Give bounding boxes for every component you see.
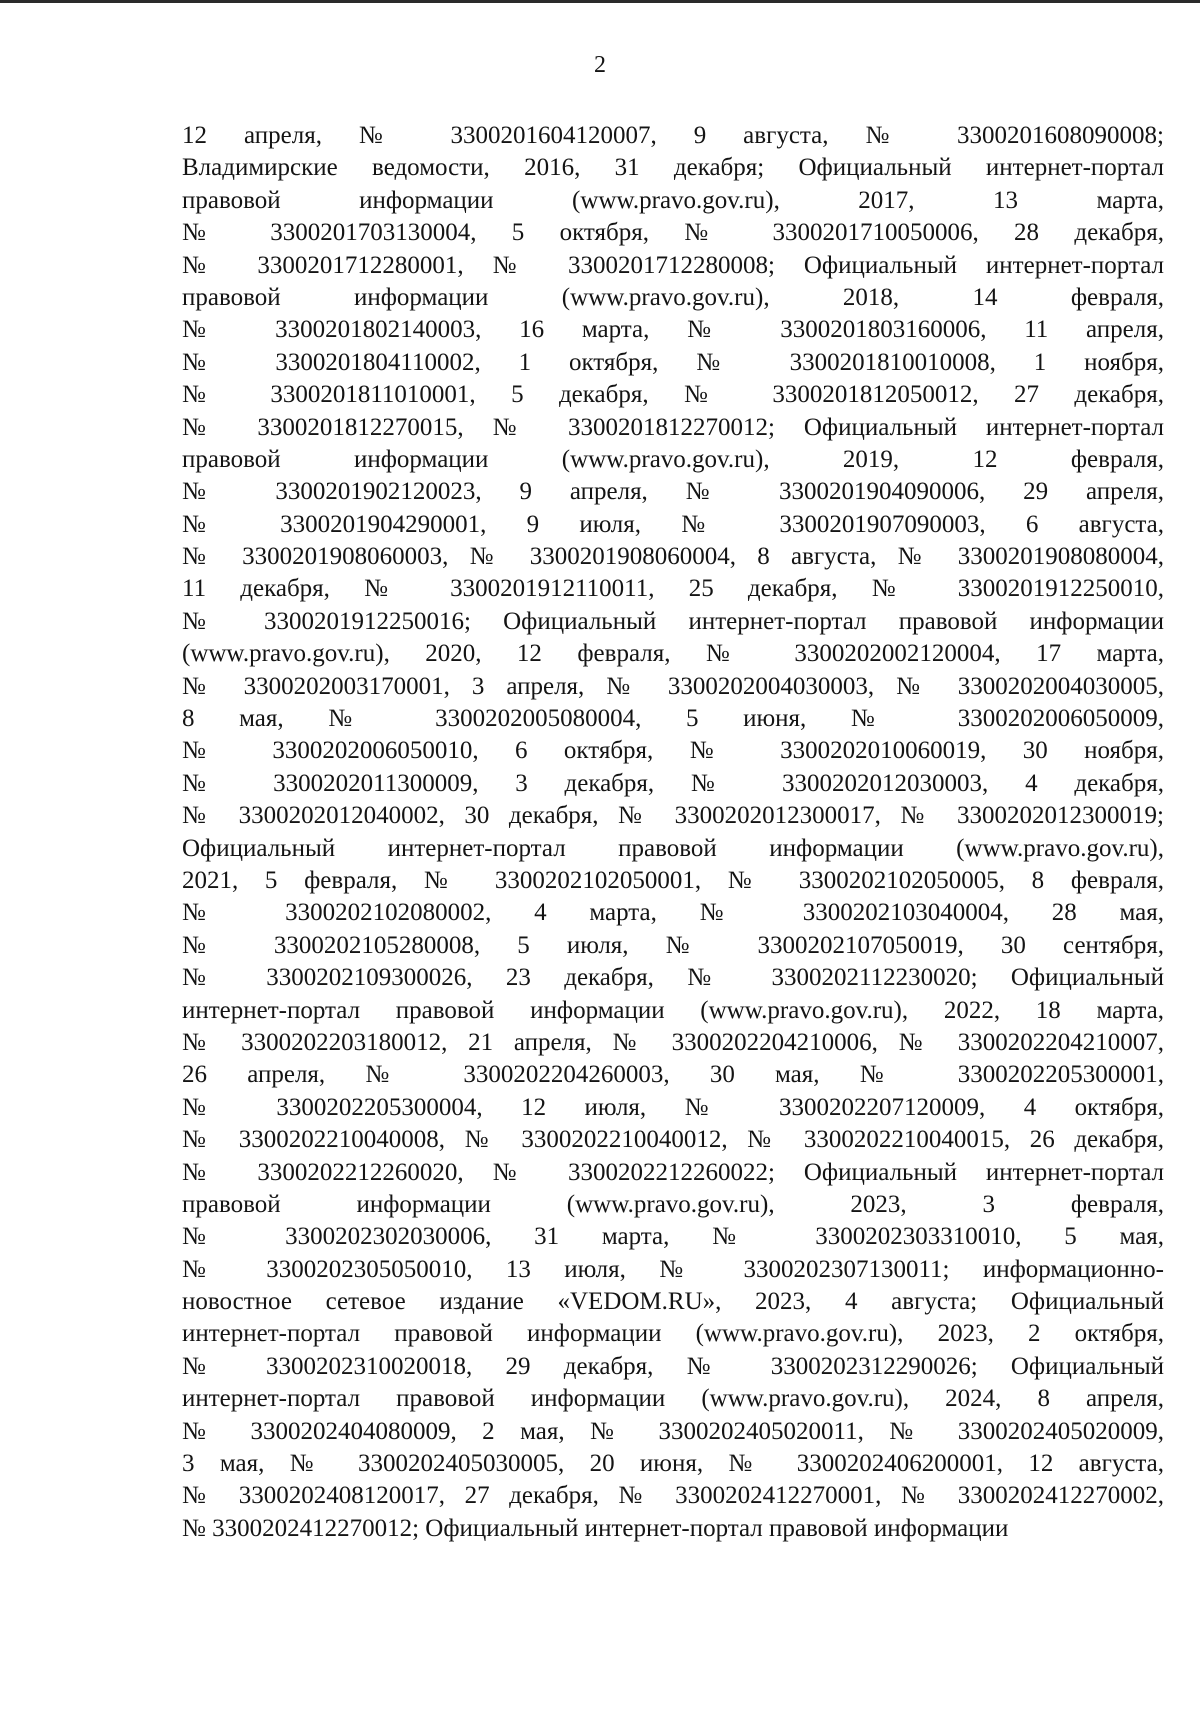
text-line: № 3300202105280008, 5 июля, № 3300202107050019, 30 сентября, bbox=[182, 931, 1164, 959]
text-line: № 3300201908060003, № 3300201908060004, 8 августа, № 3300201908080004, bbox=[182, 543, 1164, 571]
text-line: интернет-портал правовой информации (www.pravo.gov.ru), 2022, 18 марта, bbox=[182, 996, 1164, 1024]
text-line: № 3300202305050010, 13 июля, № 3300202307130011; информационно- bbox=[182, 1255, 1164, 1283]
text-line: № 3300202310020018, 29 декабря, № 3300202312290026; Официальный bbox=[182, 1352, 1164, 1380]
text-line: правовой информации (www.pravo.gov.ru), 2019, 12 февраля, bbox=[182, 445, 1164, 473]
text-line: интернет-портал правовой информации (www.pravo.gov.ru), 2024, 8 апреля, bbox=[182, 1385, 1164, 1413]
text-line: 2021, 5 февраля, № 3300202102050001, № 3300202102050005, 8 февраля, bbox=[182, 866, 1164, 894]
text-line: № 3300202210040008, № 3300202210040012, № 3300202210040015, 26 декабря, bbox=[182, 1126, 1164, 1154]
text-line: № 3300202203180012, 21 апреля, № 3300202204210006, № 3300202204210007, bbox=[182, 1028, 1164, 1056]
text-line: № 3300202006050010, 6 октября, № 3300202010060019, 30 ноября, bbox=[182, 737, 1164, 765]
page-number: 2 bbox=[594, 52, 606, 78]
text-line: № 3300201802140003, 16 марта, № 3300201803160006, 11 апреля, bbox=[182, 316, 1164, 344]
top-border-line bbox=[0, 0, 1200, 3]
text-line: 12 апреля, № 3300201604120007, 9 августа, № 3300201608090008; bbox=[182, 122, 1164, 149]
text-line: 26 апреля, № 3300202204260003, 30 мая, № 3300202205300001, bbox=[182, 1061, 1164, 1089]
text-line: интернет-портал правовой информации (www.pravo.gov.ru), 2023, 2 октября, bbox=[182, 1320, 1164, 1348]
text-line: № 3300202408120017, 27 декабря, № 3300202412270001, № 3300202412270002, bbox=[182, 1482, 1164, 1510]
text-line: № 3300201902120023, 9 апреля, № 3300201904090006, 29 апреля, bbox=[182, 478, 1164, 506]
text-line: новостное сетевое издание «VEDOM.RU», 2023, 4 августа; Официальный bbox=[182, 1288, 1164, 1316]
text-line: № 3300202412270012; Официальный интернет-портал правовой информации bbox=[182, 1514, 1009, 1542]
text-line: 8 мая, № 3300202005080004, 5 июня, № 3300202006050009, bbox=[182, 705, 1164, 733]
text-line: № 3300201912250016; Официальный интернет-портал правовой информации bbox=[182, 607, 1164, 635]
text-line: № 3300202205300004, 12 июля, № 3300202207120009, 4 октября, bbox=[182, 1093, 1164, 1121]
text-line: (www.pravo.gov.ru), 2020, 12 февраля, № 3300202002120004, 17 марта, bbox=[182, 640, 1164, 668]
text-line: № 3300201812270015, № 3300201812270012; Официальный интернет-портал bbox=[182, 413, 1164, 441]
text-line: правовой информации (www.pravo.gov.ru), 2017, 13 марта, bbox=[182, 186, 1164, 214]
text-line: 3 мая, № 3300202405030005, 20 июня, № 3300202406200001, 12 августа, bbox=[182, 1450, 1164, 1478]
text-line: № 3300201904290001, 9 июля, № 3300201907090003, 6 августа, bbox=[182, 510, 1164, 538]
text-line: № 3300202012040002, 30 декабря, № 3300202012300017, № 3300202012300019; bbox=[182, 802, 1164, 830]
body-text bbox=[182, 120, 1164, 1545]
text-line: 11 декабря, № 3300201912110011, 25 декабря, № 3300201912250010, bbox=[182, 575, 1164, 603]
text-line: № 3300202003170001, 3 апреля, № 3300202004030003, № 3300202004030005, bbox=[182, 672, 1164, 700]
text-line: Официальный интернет-портал правовой информации (www.pravo.gov.ru), bbox=[182, 834, 1164, 862]
text-line: Владимирские ведомости, 2016, 31 декабря; Официальный интернет-портал bbox=[182, 154, 1164, 182]
text-line: № 3300201703130004, 5 октября, № 3300201710050006, 28 декабря, bbox=[182, 219, 1164, 247]
text-line: № 3300201811010001, 5 декабря, № 3300201812050012, 27 декабря, bbox=[182, 381, 1164, 409]
text-line: № 3300202011300009, 3 декабря, № 3300202012030003, 4 декабря, bbox=[182, 769, 1164, 797]
text-line: № 3300202302030006, 31 марта, № 3300202303310010, 5 мая, bbox=[182, 1223, 1164, 1251]
text-line: № 3300202404080009, 2 мая, № 3300202405020011, № 3300202405020009, bbox=[182, 1417, 1164, 1445]
text-line: правовой информации (www.pravo.gov.ru), 2023, 3 февраля, bbox=[182, 1190, 1164, 1218]
text-line: № 3300202102080002, 4 марта, № 3300202103040004, 28 мая, bbox=[182, 899, 1164, 927]
text-line: № 3300201712280001, № 3300201712280008; Официальный интернет-портал bbox=[182, 251, 1164, 279]
text-line: № 3300202212260020, № 3300202212260022; Официальный интернет-портал bbox=[182, 1158, 1164, 1186]
text-line: № 3300202109300026, 23 декабря, № 3300202112230020; Официальный bbox=[182, 964, 1164, 992]
text-line: № 3300201804110002, 1 октября, № 3300201810010008, 1 ноября, bbox=[182, 348, 1164, 376]
text-line: правовой информации (www.pravo.gov.ru), 2018, 14 февраля, bbox=[182, 283, 1164, 311]
